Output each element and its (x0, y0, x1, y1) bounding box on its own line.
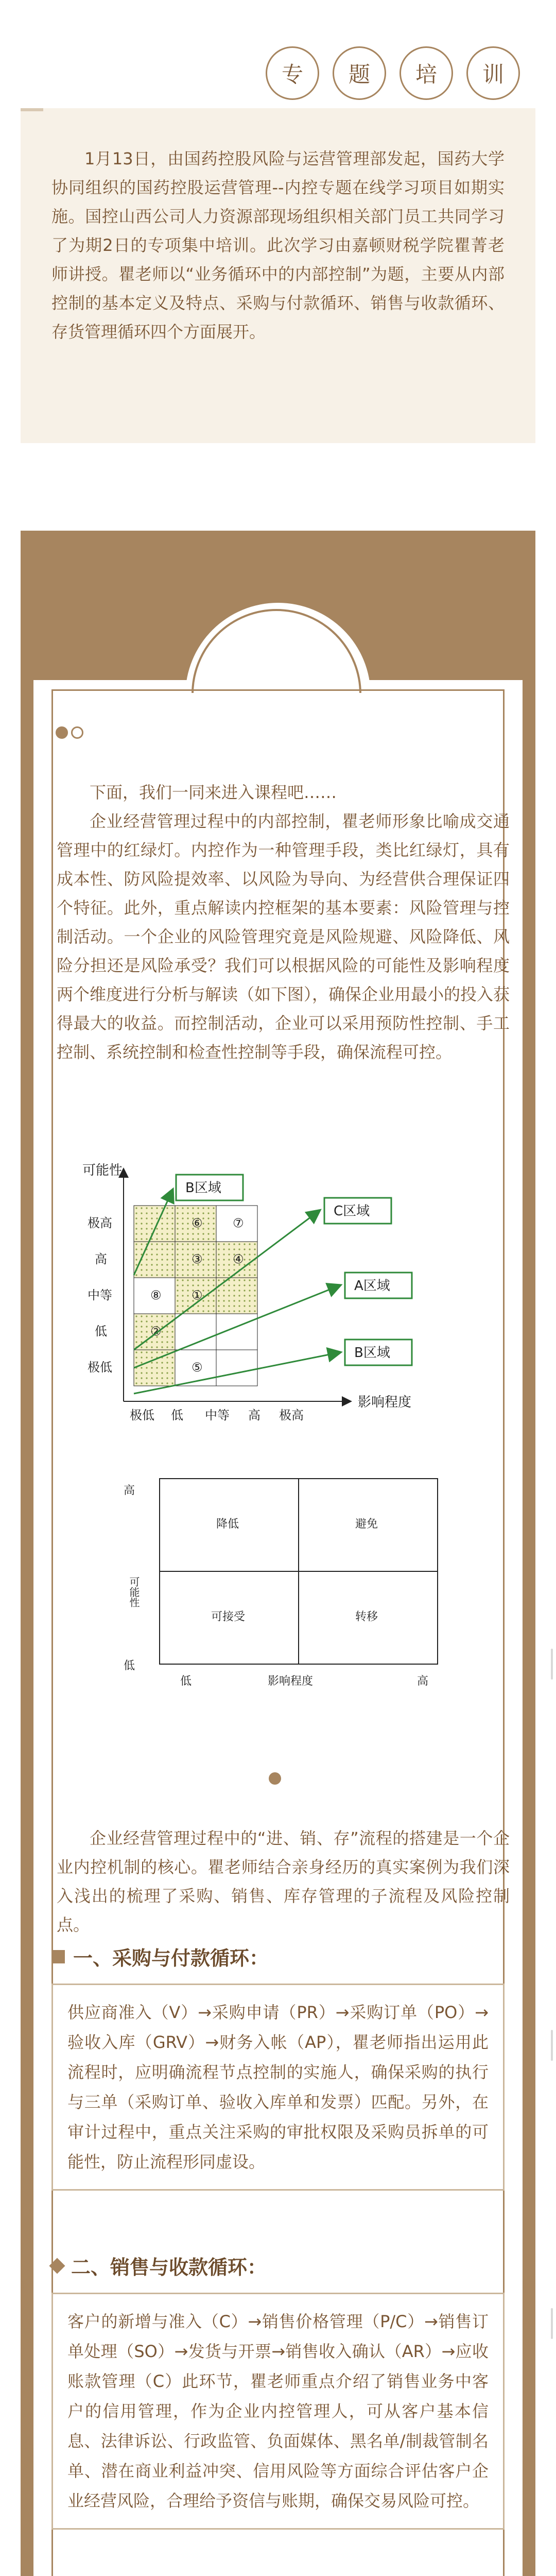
risk-response-quadrant (103, 1468, 453, 1700)
x-axis-label: 影响程度 (358, 1395, 412, 1410)
y-tick: 高 (95, 1252, 107, 1266)
x-tick: 高 (248, 1408, 260, 1422)
x-tick: 极低 (130, 1408, 154, 1422)
section-text: 客户的新增与准入（C）→销售价格管理（P/C）→销售订单处理（SO）→发货与开票→销售收入确认（AR）→应收账款管理（C）此环节，瞿老师重点介绍了销售业务中客户的信用管理，作为企业内控管理人，可从客户基本信息、法律诉讼、行政监管、负面媒体、黑名单/制裁管制名单、潜在商业利益冲突、信用风险等方面综合评估客户企业经营风险，合理给予资信与账期，确保交易风险可控。 (67, 2312, 489, 2511)
risk-matrix-chart (57, 1159, 499, 1427)
intro-accent-line (21, 108, 43, 111)
divider-dot (269, 1772, 281, 1785)
x-high-label: 高 (417, 1675, 429, 1688)
bubble-char: 题 (333, 46, 386, 100)
y-axis-label: 可能性 (82, 1163, 123, 1178)
cell-label: ③ (192, 1252, 203, 1266)
cell-label: ④ (233, 1252, 244, 1266)
y-tick: 极高 (88, 1216, 112, 1230)
cell-label: ⑤ (192, 1360, 203, 1375)
section-text: 供应商准入（V）→采购申请（PR）→采购订单（PO）→验收入库（GRV）→财务入帐（AP），瞿老师指出运用此流程时，应明确流程节点控制的实施人，确保采购的执行与三单（采购订单、验收入库单和发票）匹配。另外，在审计过程中，重点关注采购的审批权限及采购员拆单的可能性，防止流程形同虚设。 (67, 2003, 489, 2172)
bubble-char: 培 (399, 46, 453, 100)
scrollbar-tick[interactable] (551, 1649, 553, 1680)
square-bullet-icon (51, 1950, 65, 1963)
x-tick: 中等 (205, 1408, 230, 1422)
cell-label: ① (192, 1288, 203, 1302)
topic-bubbles (266, 46, 520, 100)
x-tick: 极高 (279, 1408, 304, 1422)
scrollbar-tick[interactable] (551, 2308, 553, 2339)
cell-label: ⑦ (233, 1216, 244, 1230)
zone-label: C区域 (334, 1204, 370, 1219)
paragraph-flow: 企业经营管理过程中的“进、销、存”流程的搭建是一个企业内控机制的核心。瞿老师结合亲身经历的真实案例为我们深入浅出的梳理了采购、销售、库存管理的子流程及风险控制点。 (57, 1828, 510, 1935)
section-title-sales (51, 2251, 267, 2280)
quadrant-label: 降低 (216, 1518, 239, 1531)
paragraph-risk: 企业经营管理过程中的内部控制，瞿老师形象比喻成交通管理中的红绿灯。内控作为一种管理手段，类比红绿灯，具有成本性、防风险提效率、以风险为导向、为经营供合理保证四个特征。此外，重点解读内控框架的基本要素：风险管理与控制活动。一个企业的风险管理究竟是风险规避、风险降低、风险分担还是风险承受？我们可以根据风险的可能性及影响程度两个维度进行分析与解读（如下图），确保企业用最小的投入获得最大的收益。而控制活动，企业可以采用预防性控制、手工控制、系统控制和检查性控制等手段，确保流程可控。 (57, 811, 510, 1062)
cell-label: ⑧ (150, 1288, 162, 1302)
quadrant-label: 避免 (355, 1518, 378, 1531)
dot-outline (71, 726, 83, 739)
intro-box (21, 108, 535, 443)
intro-lead: 下面，我们一同来进入课程吧…… (90, 783, 337, 802)
y-tick: 中等 (88, 1288, 112, 1302)
bubble-char: 训 (466, 46, 520, 100)
y-axis-label: 可能性 (128, 1577, 140, 1607)
zone-label: A区域 (354, 1278, 390, 1294)
y-tick: 低 (95, 1324, 107, 1338)
cell-label: ⑥ (192, 1216, 203, 1230)
y-tick: 极低 (88, 1360, 112, 1375)
diamond-bullet-icon (49, 2258, 65, 2274)
x-low-label: 低 (180, 1675, 192, 1688)
section-title-text: 二、销售与收款循环： (71, 2256, 267, 2279)
bubble-char: 专 (266, 46, 319, 100)
section-title-purchase (51, 1942, 269, 1971)
section-dots (56, 726, 83, 739)
y-low-label: 低 (124, 1659, 135, 1672)
quadrant-label: 转移 (355, 1611, 378, 1623)
y-high-label: 高 (124, 1484, 135, 1497)
cell-label: ② (150, 1324, 162, 1338)
section-box-sales (51, 2293, 505, 2530)
zone-label: B区域 (185, 1180, 221, 1196)
scrollbar-tick[interactable] (551, 2030, 553, 2061)
x-tick: 低 (171, 1408, 183, 1422)
quadrant-label: 可接受 (211, 1611, 246, 1623)
dot-filled (56, 726, 68, 739)
zone-label: B区域 (354, 1345, 390, 1361)
arch-divider (51, 689, 505, 691)
x-axis-label: 影响程度 (268, 1675, 314, 1688)
section-box-purchase (51, 1984, 505, 2191)
intro-text: 1月13日，由国药控股风险与运营管理部发起，国药大学协同组织的国药控股运营管理--内控专题在线学习项目如期实施。国控山西公司人力资源部现场组织相关部门员工共同学习了为期2日的专项集中培训。此次学习由嘉顿财税学院瞿菁老师讲授。瞿老师以“业务循环中的内部控制”为题，主要从内部控制的基本定义及特点、采购与付款循环、销售与收款循环、存货管理循环四个方面展开。 (51, 149, 505, 342)
section-title-text: 一、采购与付款循环： (73, 1947, 269, 1970)
